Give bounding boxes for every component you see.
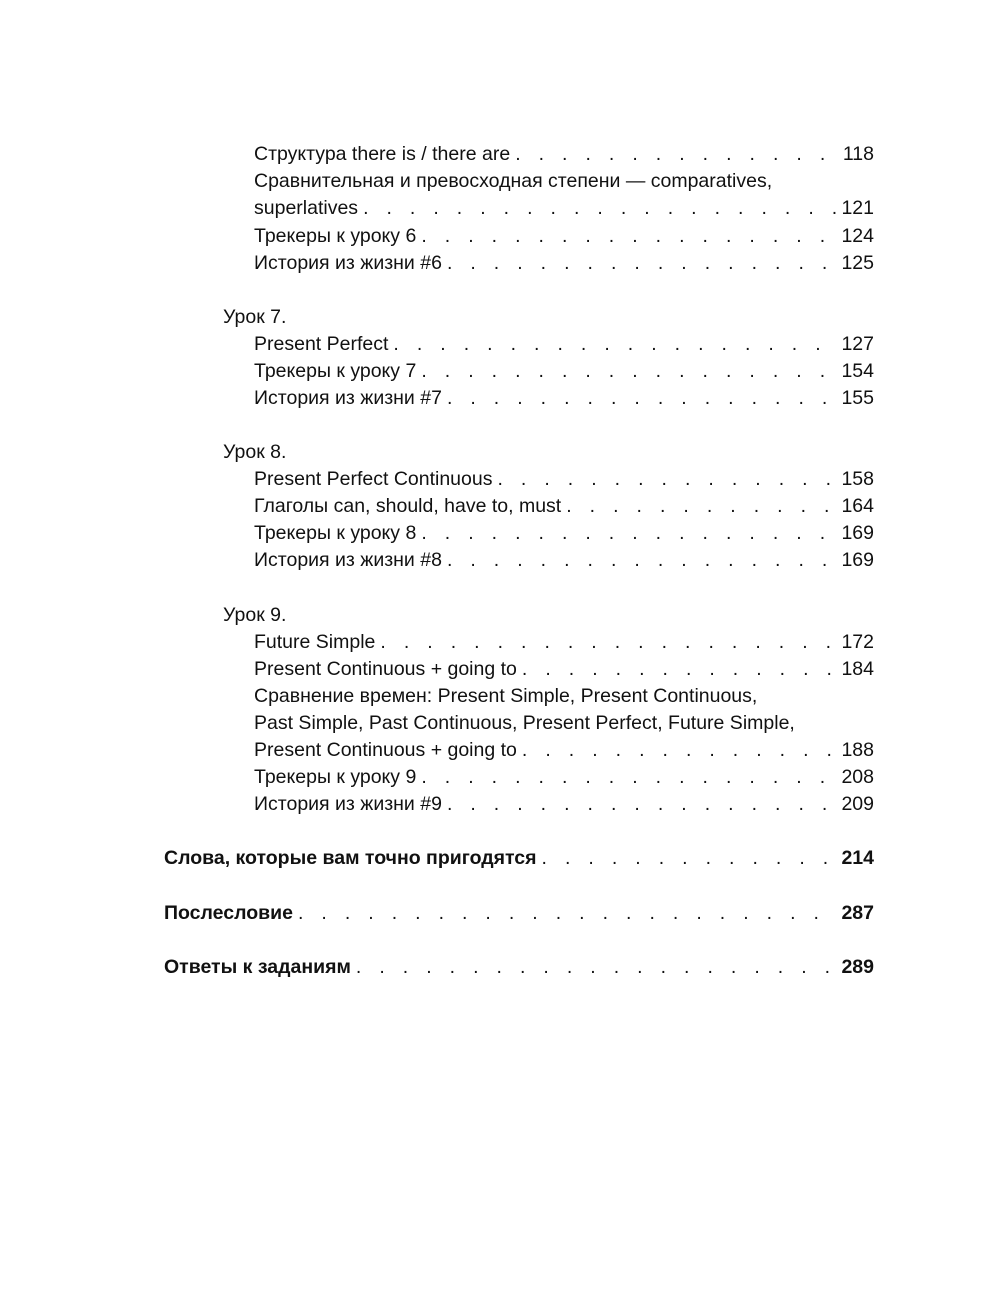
toc-entry-page: 188 [841,739,874,761]
toc-entry [254,764,874,791]
dot-leader [421,764,838,791]
toc-entry [254,358,874,385]
lesson-heading [223,439,874,466]
toc-entry-page: 209 [841,793,874,815]
lesson-title: Урок 8. [223,441,287,463]
dot-leader [421,223,838,250]
toc-entry-page: 118 [842,143,874,165]
toc-entry-title: superlatives [254,197,359,219]
dot-leader [298,900,838,927]
toc-section [164,900,874,927]
toc-entry [254,791,874,818]
toc-entry [254,141,874,168]
toc-entry-title: История из жизни #7 [254,387,442,409]
lesson-title: Урок 7. [223,306,287,328]
dot-leader [421,358,838,385]
toc-entry [254,331,874,358]
toc-entry [254,683,874,710]
dot-leader [393,331,838,358]
toc-entry-page: 169 [841,522,874,544]
toc-entry-page: 172 [841,631,874,653]
toc-entry-page: 164 [841,495,874,517]
toc-section-page: 289 [841,956,874,978]
toc-entry-title: История из жизни #8 [254,549,442,571]
toc-entry [254,195,874,222]
dot-leader [356,954,838,981]
toc-entry-page: 121 [841,197,874,219]
toc-entry [254,223,874,250]
toc-entry-title: Present Perfect [254,333,389,355]
toc-entry-title: Структура there is / there are [254,143,511,165]
dot-leader [447,791,838,818]
toc-entry-page: 124 [841,225,874,247]
toc-entry-title: Past Simple, Past Continuous, Present Perfect, Future Simple, [254,712,795,734]
lesson-heading [223,304,874,331]
toc-entry-page: 208 [841,766,874,788]
toc-section [164,954,874,981]
toc-entry [254,168,874,195]
toc-entry-title: Present Continuous + going to [254,739,517,761]
toc-entry-page: 127 [841,333,874,355]
dot-leader [447,385,838,412]
toc-entry-title: История из жизни #9 [254,793,442,815]
toc-section-title: Послесловие [164,902,293,924]
toc-section [164,845,874,872]
toc-section-page: 214 [841,847,874,869]
dot-leader [522,737,838,764]
toc-entry [254,250,874,277]
toc-entry-title: Трекеры к уроку 6 [254,225,417,247]
toc-entry-title: Future Simple [254,631,376,653]
toc-entry-page: 169 [841,549,874,571]
dot-leader [522,656,838,683]
toc-entry [254,493,874,520]
toc-entry-page: 184 [841,658,874,680]
toc-section-title: Слова, которые вам точно пригодятся [164,847,537,869]
toc-entry-page: 155 [841,387,874,409]
toc-entry [254,466,874,493]
toc-entry-page: 154 [841,360,874,382]
lesson-heading [223,602,874,629]
toc-entry-title: Трекеры к уроку 9 [254,766,417,788]
toc-entry [254,656,874,683]
toc-entry [254,547,874,574]
dot-leader [515,141,838,168]
toc-entry-title: Трекеры к уроку 7 [254,360,417,382]
toc-section-title: Ответы к заданиям [164,956,351,978]
toc-entry [254,629,874,656]
toc-entry [254,737,874,764]
toc-entry-title: Сравнение времен: Present Simple, Present Continuous, [254,685,758,707]
lesson-title: Урок 9. [223,604,287,626]
toc-entry-title: Present Continuous + going to [254,658,517,680]
dot-leader [566,493,838,520]
toc-entry-page: 125 [841,252,874,274]
toc-entry [254,385,874,412]
toc-entry-title: История из жизни #6 [254,252,442,274]
toc-entry-title: Трекеры к уроку 8 [254,522,417,544]
toc-section-page: 287 [841,902,874,924]
dot-leader [363,195,838,222]
toc-entry-title: Present Perfect Continuous [254,468,493,490]
dot-leader [447,547,838,574]
toc-entry-title: Сравнительная и превосходная степени — comparatives, [254,170,773,192]
toc-entry [254,710,874,737]
toc-entry-page: 158 [841,468,874,490]
dot-leader [421,520,838,547]
dot-leader [542,845,838,872]
toc-entry-title: Глаголы can, should, have to, must [254,495,562,517]
toc-entry [254,520,874,547]
dot-leader [380,629,838,656]
dot-leader [497,466,838,493]
dot-leader [447,250,838,277]
